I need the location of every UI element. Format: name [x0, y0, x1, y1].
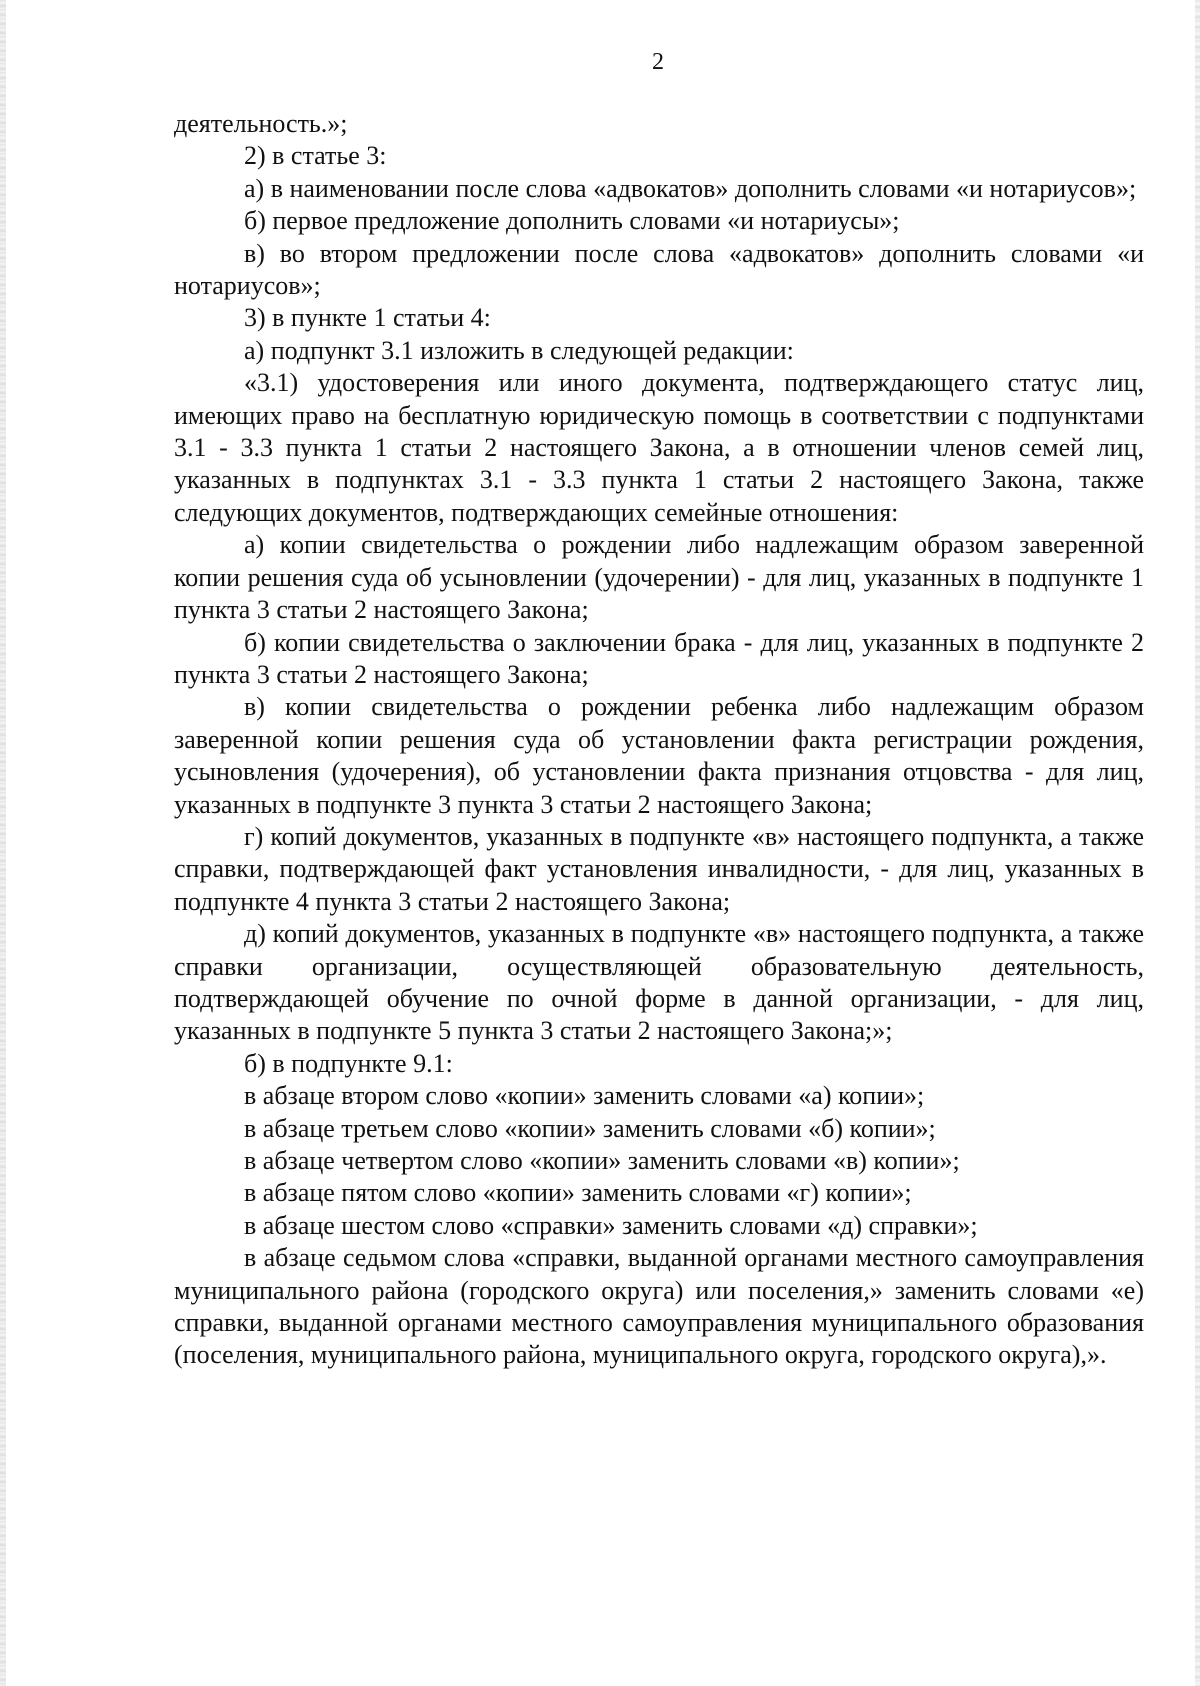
paragraph: в абзаце пятом слово «копии» заменить словами «г) копии»;: [244, 1178, 912, 1208]
paragraph: в абзаце втором слово «копии» заменить словами «а) копии»;: [244, 1081, 925, 1111]
paragraph: в) во втором предложении после слова «адвокатов» дополнить словами «и нотариусов»;: [174, 238, 1144, 301]
paragraph: а) в наименовании после слова «адвокатов» дополнить словами «и нотариусов»;: [244, 173, 1137, 203]
paragraph: а) копии свидетельства о рождении либо надлежащим образом заверенной копии решения суда об усыновлении (удочерении) - для лиц, указанных в подпункте 1 пункта 3 статьи 2 настоящего Закона;: [174, 530, 1144, 625]
paragraph: б) в подпункте 9.1:: [244, 1048, 453, 1078]
paragraph: в абзаце четвертом слово «копии» заменить словами «в) копии»;: [244, 1146, 960, 1175]
paragraph: д) копий документов, указанных в подпункте «в» настоящего подпункта, а также справки организации, осуществляющей образовательную деятельность, подтверждающей обучение по очной форме в данной организации, - для лиц, указанных в подпункте 5 пункта 3 статьи 2 настоящего Закона;»;: [174, 919, 1144, 1046]
paragraph: «3.1) удостоверения или иного документа, подтверждающего статус лиц, имеющих право на бесплатную юридическую помощь в соответствии с подпунктами 3.1 - 3.3 пункта 1 статьи 2 настоящего Закона, а в отношении членов семей лиц, указанных в подпунктах 3.1 - 3.3 пункта 1 статьи 2 настоящего Закона, также следующих документов, подтверждающих семейные отношения:: [174, 368, 1144, 527]
scan-edge-right: [1195, 0, 1200, 1686]
paragraph: б) копии свидетельства о заключении брака - для лиц, указанных в подпункте 2 пункта 3 статьи 2 настоящего Закона;: [174, 627, 1144, 689]
paragraph: б) первое предложение дополнить словами «и нотариусы»;: [244, 206, 900, 236]
paragraph: 2) в статье 3:: [244, 141, 387, 171]
paragraph: деятельность.»;: [174, 109, 348, 138]
paragraph: в абзаце седьмом слова «справки, выданной органами местного самоуправления муниципального района (городского округа) или поселения,» заменить словами «е) справки, выданной органами местного самоуправления муниципального образования (поселения, муниципального района, муниципального округа, городского округа),».: [174, 1243, 1144, 1370]
paragraph: 3) в пункте 1 статьи 4:: [244, 303, 491, 333]
paragraph: г) копий документов, указанных в подпункте «в» настоящего подпункта, а также справки, подтверждающей факт установления инвалидности, - для лиц, указанных в подпункте 4 пункта 3 статьи 2 настоящего Закона;: [174, 821, 1144, 916]
document-body: [174, 108, 1144, 1372]
scan-edge-left: [0, 0, 6, 1686]
paragraph: а) подпункт 3.1 изложить в следующей редакции:: [244, 335, 794, 365]
paragraph: в абзаце шестом слово «справки» заменить словами «д) справки»;: [244, 1210, 978, 1240]
page-number: 2: [652, 49, 664, 75]
paragraph: в абзаце третьем слово «копии» заменить словами «б) копии»;: [244, 1113, 936, 1143]
paragraph: в) копии свидетельства о рождении ребенка либо надлежащим образом заверенной копии решения суда об установлении факта регистрации рождения, усыновления (удочерения), об установлении факта признания отцовства - для лиц, указанных в подпункте 3 пункта 3 статьи 2 настоящего Закона;: [174, 692, 1144, 819]
